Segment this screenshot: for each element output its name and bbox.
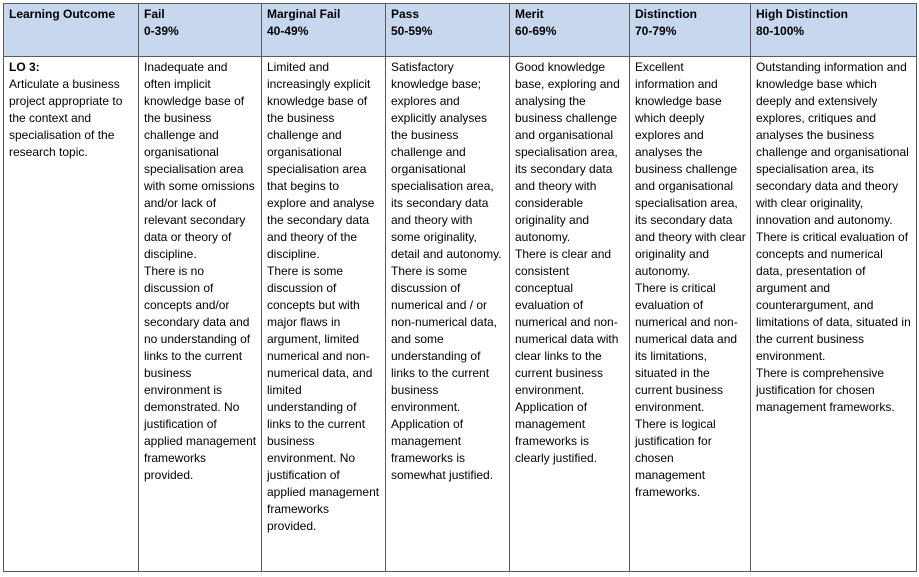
- header-name: Fail: [144, 7, 165, 21]
- cell-text: Satisfactory knowledge base; explores and explicitly analyses the business challenge and organisational specialisation area, its secondary data and theory with some originality, detail and autonomy.: [391, 60, 502, 261]
- cell-high-distinction: [751, 57, 917, 572]
- header-range: 0-39%: [144, 24, 179, 38]
- cell-text: There is clear and consistent conceptual evaluation of numerical and non-numerical data with clear links to the current business environment. Application of management frameworks is clearly justified.: [515, 247, 619, 465]
- cell-marginal-fail: [262, 57, 386, 572]
- header-name: Distinction: [635, 7, 697, 21]
- header-pass: [386, 4, 510, 57]
- cell-pass: [386, 57, 510, 572]
- cell-fail: [139, 57, 262, 572]
- header-row: [4, 4, 917, 57]
- cell-merit: [510, 57, 630, 572]
- header-range: 50-59%: [391, 24, 433, 38]
- cell-text: Inadequate and often implicit knowledge base of the business challenge and organisational specialisation area with some omissions and/or lack of relevant secondary data or theory of discipline.: [144, 60, 255, 261]
- header-range: 40-49%: [267, 24, 309, 38]
- cell-text: There is some discussion of concepts but with major flaws in argument, limited numerical and non-numerical data, and limited understanding of links to the current business environment. No justification of applied management frameworks provided.: [267, 264, 380, 533]
- header-name: Learning Outcome: [9, 7, 116, 21]
- table-row: [4, 57, 917, 572]
- header-marginal-fail: [262, 4, 386, 57]
- header-learning-outcome: [4, 4, 139, 57]
- cell-distinction: [630, 57, 751, 572]
- cell-learning-outcome: [4, 57, 139, 572]
- header-distinction: [630, 4, 751, 57]
- cell-text: There is comprehensive justification for chosen management frameworks.: [756, 366, 895, 414]
- header-name: Marginal Fail: [267, 7, 341, 21]
- header-range: 70-79%: [635, 24, 677, 38]
- header-name: Pass: [391, 7, 420, 21]
- cell-text: Excellent information and knowledge base which deeply explores and analyses the business challenge and organisational specialisation area, its secondary data and theory with clear originality and autonomy.: [635, 60, 746, 278]
- header-name: Merit: [515, 7, 544, 21]
- cell-text: There is some discussion of numerical and / or non-numerical data, and some understanding of links to the current business environment. Application of management frameworks is somewhat justified.: [391, 264, 498, 482]
- cell-text: Outstanding information and knowledge base which deeply and extensively explores, critiques and analyses the business challenge and organisational specialisation area, its secondary data and theory with clear originality, innovation and autonomy.: [756, 60, 909, 227]
- header-high-distinction: [751, 4, 917, 57]
- cell-text: Limited and increasingly explicit knowledge base of the business challenge and organisational specialisation area that begins to explore and analyse the secondary data and theory of the discipline.: [267, 60, 375, 261]
- header-range: 60-69%: [515, 24, 557, 38]
- header-fail: [139, 4, 262, 57]
- lo-label: LO 3:: [9, 60, 40, 74]
- cell-text: There is logical justification for chosen management frameworks.: [635, 417, 716, 499]
- lo-text: Articulate a business project appropriate to the context and specialisation of the research topic.: [9, 77, 123, 159]
- cell-text: There is critical evaluation of concepts and numerical data, presentation of argument and counterargument, and limitations of data, situated in the current business environment.: [756, 230, 911, 363]
- cell-text: There is no discussion of concepts and/or secondary data and no understanding of links to the current business environment is demonstrated. No justification of applied management frameworks provided.: [144, 264, 257, 482]
- header-merit: [510, 4, 630, 57]
- header-name: High Distinction: [756, 7, 848, 21]
- cell-text: Good knowledge base, exploring and analysing the business challenge and organisational specialisation area, its secondary data and theory with considerable originality and autonomy.: [515, 60, 620, 244]
- rubric-table: [3, 3, 917, 572]
- cell-text: There is critical evaluation of numerical and non-numerical data and its limitations, situated in the current business environment.: [635, 281, 738, 414]
- header-range: 80-100%: [756, 24, 805, 38]
